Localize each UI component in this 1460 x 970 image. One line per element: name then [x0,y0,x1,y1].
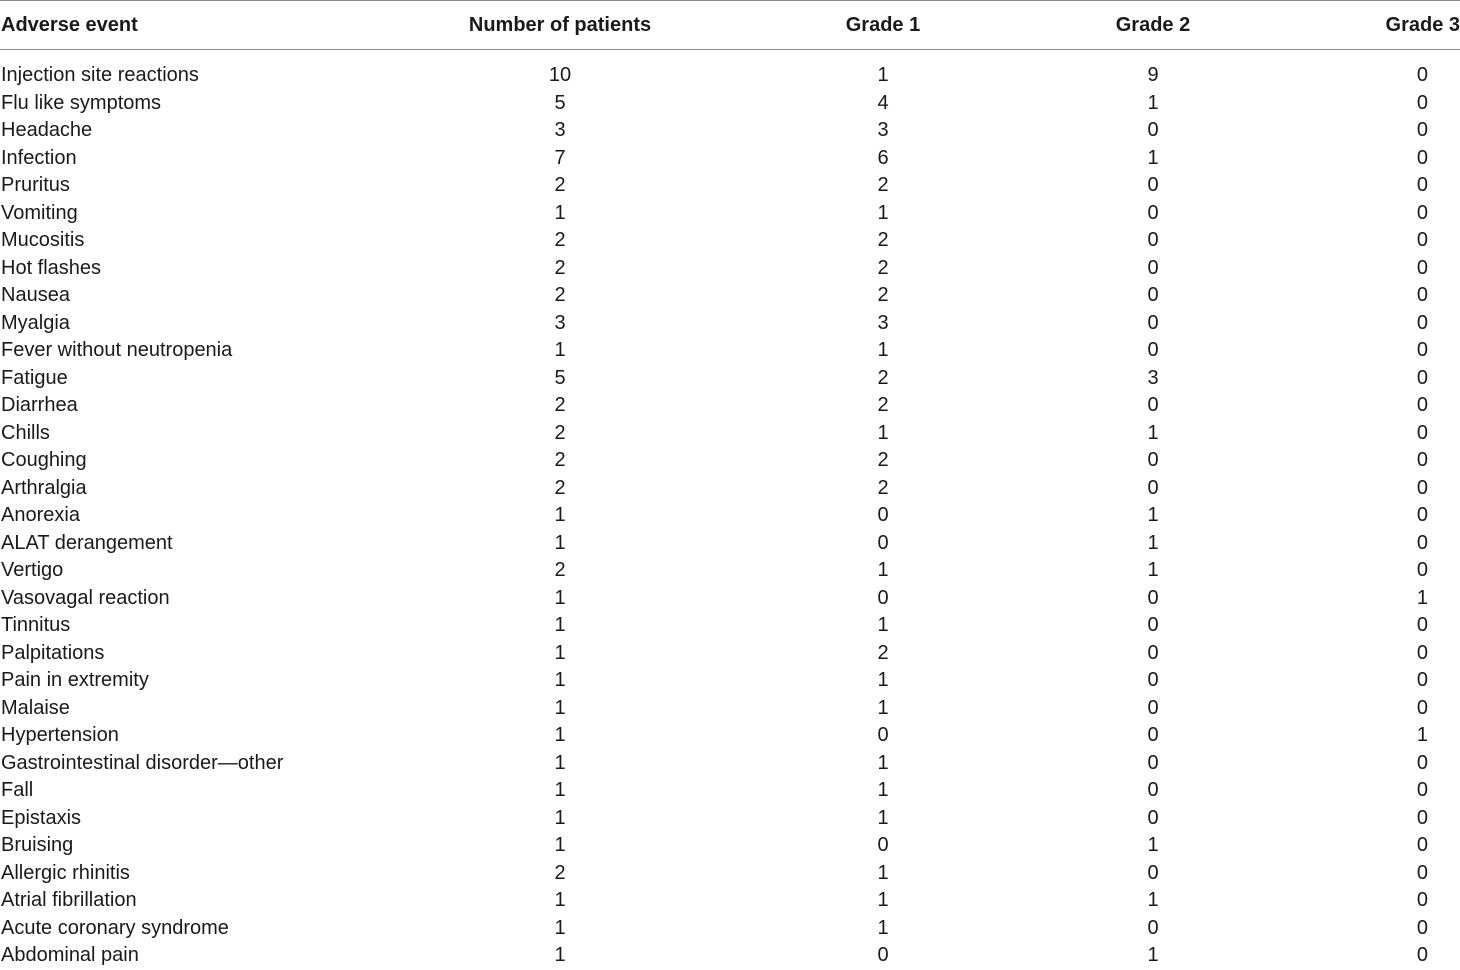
table-row [0,887,1460,915]
cell-adverse-event: Myalgia [1,311,70,334]
table-row [0,227,1460,255]
table-row [0,750,1460,778]
cell-grade-2: 0 [1147,229,1159,252]
cell-grade-3: 0 [1416,944,1428,967]
cell-grade-2: 1 [1147,531,1159,554]
cell-grade-2: 9 [1147,64,1159,87]
cell-number-of-patients: 2 [554,449,566,472]
cell-grade-1: 0 [877,531,889,554]
header-number-of-patients: Number of patients [340,1,780,50]
cell-grade-3: 0 [1416,861,1428,884]
cell-grade-3: 0 [1416,669,1428,692]
cell-number-of-patients: 1 [554,751,566,774]
cell-grade-1: 1 [877,751,889,774]
cell-adverse-event: Acute coronary syndrome [1,916,229,939]
table-row [0,475,1460,503]
cell-number-of-patients: 1 [554,586,566,609]
table-row [0,915,1460,943]
cell-number-of-patients: 1 [554,201,566,224]
cell-grade-1: 1 [877,916,889,939]
header-adverse-event: Adverse event [0,1,340,50]
cell-grade-3: 0 [1416,64,1428,87]
cell-number-of-patients: 1 [554,641,566,664]
cell-grade-1: 2 [877,394,889,417]
cell-grade-2: 3 [1147,366,1159,389]
cell-grade-2: 0 [1147,256,1159,279]
cell-grade-3: 0 [1416,394,1428,417]
cell-number-of-patients: 3 [554,119,566,142]
cell-grade-1: 1 [877,861,889,884]
cell-grade-2: 0 [1147,916,1159,939]
cell-adverse-event: Bruising [1,834,74,857]
table-row [0,667,1460,695]
cell-number-of-patients: 1 [554,614,566,637]
cell-grade-1: 2 [877,366,889,389]
table-row [0,50,1460,90]
cell-adverse-event: Vasovagal reaction [1,586,170,609]
cell-grade-3: 0 [1416,531,1428,554]
cell-number-of-patients: 2 [554,861,566,884]
cell-number-of-patients: 1 [554,779,566,802]
cell-number-of-patients: 1 [554,696,566,719]
cell-adverse-event: Coughing [1,449,87,472]
cell-grade-2: 0 [1147,614,1159,637]
cell-grade-1: 3 [877,311,889,334]
cell-grade-3: 0 [1416,119,1428,142]
cell-grade-3: 1 [1416,724,1428,747]
cell-grade-1: 1 [877,806,889,829]
cell-grade-2: 1 [1147,504,1159,527]
table-row [0,777,1460,805]
table-row [0,805,1460,833]
table-row [0,337,1460,365]
cell-adverse-event: Infection [1,146,77,169]
cell-grade-2: 1 [1147,889,1159,912]
cell-number-of-patients: 2 [554,229,566,252]
cell-grade-2: 1 [1147,559,1159,582]
table-row [0,200,1460,228]
cell-grade-2: 1 [1147,834,1159,857]
cell-grade-3: 0 [1416,201,1428,224]
header-grade-3: Grade 3 [1320,1,1460,50]
cell-number-of-patients: 2 [554,174,566,197]
cell-grade-2: 0 [1147,174,1159,197]
cell-adverse-event: Diarrhea [1,394,78,417]
table-row [0,612,1460,640]
cell-number-of-patients: 1 [554,339,566,362]
cell-grade-1: 2 [877,174,889,197]
cell-grade-2: 0 [1147,861,1159,884]
cell-adverse-event: Hot flashes [1,256,102,279]
header-row [0,1,1460,50]
cell-adverse-event: Epistaxis [1,806,82,829]
cell-grade-2: 0 [1147,476,1159,499]
cell-grade-1: 1 [877,669,889,692]
cell-grade-2: 1 [1147,944,1159,967]
cell-grade-3: 0 [1416,366,1428,389]
cell-grade-1: 0 [877,834,889,857]
cell-grade-2: 0 [1147,669,1159,692]
cell-adverse-event: Pruritus [1,174,70,197]
table-row [0,640,1460,668]
cell-adverse-event: Tinnitus [1,614,71,637]
cell-adverse-event: Allergic rhinitis [1,861,130,884]
cell-grade-3: 0 [1416,559,1428,582]
cell-adverse-event: ALAT derangement [1,531,173,554]
cell-adverse-event: Anorexia [1,504,80,527]
table-row [0,530,1460,558]
cell-grade-3: 0 [1416,614,1428,637]
cell-adverse-event: Chills [1,421,50,444]
table-row [0,90,1460,118]
cell-grade-1: 1 [877,696,889,719]
cell-grade-1: 1 [877,559,889,582]
cell-number-of-patients: 1 [554,504,566,527]
cell-number-of-patients: 1 [554,724,566,747]
cell-grade-3: 0 [1416,476,1428,499]
cell-adverse-event: Hypertension [1,724,119,747]
table-row [0,447,1460,475]
cell-grade-2: 0 [1147,201,1159,224]
table-row [0,172,1460,200]
cell-grade-1: 2 [877,476,889,499]
header-grade-1: Grade 1 [780,1,986,50]
cell-number-of-patients: 1 [554,531,566,554]
cell-grade-2: 0 [1147,806,1159,829]
cell-grade-3: 1 [1416,586,1428,609]
cell-adverse-event: Fatigue [1,366,68,389]
cell-adverse-event: Atrial fibrillation [1,889,137,912]
table-row [0,695,1460,723]
cell-grade-1: 0 [877,586,889,609]
table-row [0,860,1460,888]
table-row [0,282,1460,310]
cell-grade-3: 0 [1416,229,1428,252]
cell-grade-1: 1 [877,889,889,912]
cell-number-of-patients: 1 [554,806,566,829]
cell-adverse-event: Arthralgia [1,476,87,499]
cell-grade-1: 1 [877,779,889,802]
cell-grade-1: 0 [877,944,889,967]
table-row [0,117,1460,145]
table-row [0,255,1460,283]
cell-adverse-event: Vomiting [1,201,78,224]
cell-adverse-event: Abdominal pain [1,944,139,967]
table-row [0,145,1460,173]
table-row [0,832,1460,860]
cell-adverse-event: Nausea [1,284,70,307]
table-row [0,942,1460,970]
cell-adverse-event: Pain in extremity [1,669,149,692]
cell-grade-3: 0 [1416,256,1428,279]
cell-grade-2: 1 [1147,146,1159,169]
cell-adverse-event: Vertigo [1,559,64,582]
table-row [0,310,1460,338]
cell-adverse-event: Palpitations [1,641,105,664]
table-row [0,420,1460,448]
table-row [0,557,1460,585]
cell-grade-2: 0 [1147,449,1159,472]
table-row [0,722,1460,750]
cell-grade-1: 0 [877,724,889,747]
cell-adverse-event: Fever without neutropenia [1,339,233,362]
cell-grade-3: 0 [1416,696,1428,719]
cell-number-of-patients: 5 [554,91,566,114]
cell-grade-2: 0 [1147,641,1159,664]
cell-grade-3: 0 [1416,806,1428,829]
cell-adverse-event: Mucositis [1,229,85,252]
cell-number-of-patients: 1 [554,916,566,939]
cell-grade-3: 0 [1416,339,1428,362]
cell-adverse-event: Headache [1,119,93,142]
cell-number-of-patients: 5 [554,366,566,389]
cell-number-of-patients: 7 [554,146,566,169]
cell-grade-3: 0 [1416,504,1428,527]
cell-grade-3: 0 [1416,174,1428,197]
cell-grade-1: 2 [877,284,889,307]
cell-grade-1: 2 [877,256,889,279]
cell-grade-3: 0 [1416,916,1428,939]
cell-number-of-patients: 1 [554,944,566,967]
cell-number-of-patients: 3 [554,311,566,334]
cell-grade-2: 0 [1147,696,1159,719]
cell-grade-3: 0 [1416,779,1428,802]
cell-grade-1: 4 [877,91,889,114]
cell-grade-2: 0 [1147,119,1159,142]
cell-number-of-patients: 2 [554,284,566,307]
cell-number-of-patients: 2 [554,421,566,444]
cell-grade-1: 2 [877,449,889,472]
table-row [0,365,1460,393]
cell-grade-3: 0 [1416,889,1428,912]
cell-grade-3: 0 [1416,751,1428,774]
cell-grade-1: 6 [877,146,889,169]
cell-grade-1: 1 [877,421,889,444]
cell-grade-1: 1 [877,64,889,87]
table-row [0,392,1460,420]
cell-number-of-patients: 1 [554,669,566,692]
cell-grade-3: 0 [1416,421,1428,444]
cell-grade-2: 0 [1147,751,1159,774]
cell-grade-2: 0 [1147,779,1159,802]
cell-grade-1: 3 [877,119,889,142]
cell-grade-3: 0 [1416,146,1428,169]
cell-adverse-event: Malaise [1,696,70,719]
cell-grade-2: 0 [1147,311,1159,334]
cell-grade-1: 1 [877,614,889,637]
cell-grade-3: 0 [1416,91,1428,114]
cell-adverse-event: Gastrointestinal disorder—other [1,751,284,774]
cell-number-of-patients: 10 [548,64,572,87]
cell-adverse-event: Fall [1,779,34,802]
cell-grade-2: 1 [1147,421,1159,444]
cell-grade-3: 0 [1416,449,1428,472]
cell-grade-3: 0 [1416,311,1428,334]
cell-grade-3: 0 [1416,641,1428,664]
cell-grade-2: 0 [1147,284,1159,307]
cell-number-of-patients: 2 [554,559,566,582]
cell-grade-2: 0 [1147,724,1159,747]
cell-grade-1: 2 [877,641,889,664]
cell-grade-2: 1 [1147,91,1159,114]
cell-grade-3: 0 [1416,834,1428,857]
cell-number-of-patients: 1 [554,834,566,857]
table-body [0,50,1460,970]
table-row [0,585,1460,613]
cell-number-of-patients: 2 [554,394,566,417]
cell-number-of-patients: 2 [554,256,566,279]
cell-grade-1: 0 [877,504,889,527]
header-grade-2: Grade 2 [986,1,1320,50]
cell-grade-2: 0 [1147,339,1159,362]
cell-grade-1: 2 [877,229,889,252]
table-row [0,502,1460,530]
cell-adverse-event: Injection site reactions [1,64,199,87]
cell-grade-1: 1 [877,339,889,362]
cell-adverse-event: Flu like symptoms [1,91,162,114]
cell-number-of-patients: 1 [554,889,566,912]
cell-grade-3: 0 [1416,284,1428,307]
cell-grade-2: 0 [1147,394,1159,417]
cell-grade-2: 0 [1147,586,1159,609]
cell-grade-1: 1 [877,201,889,224]
cell-number-of-patients: 2 [554,476,566,499]
